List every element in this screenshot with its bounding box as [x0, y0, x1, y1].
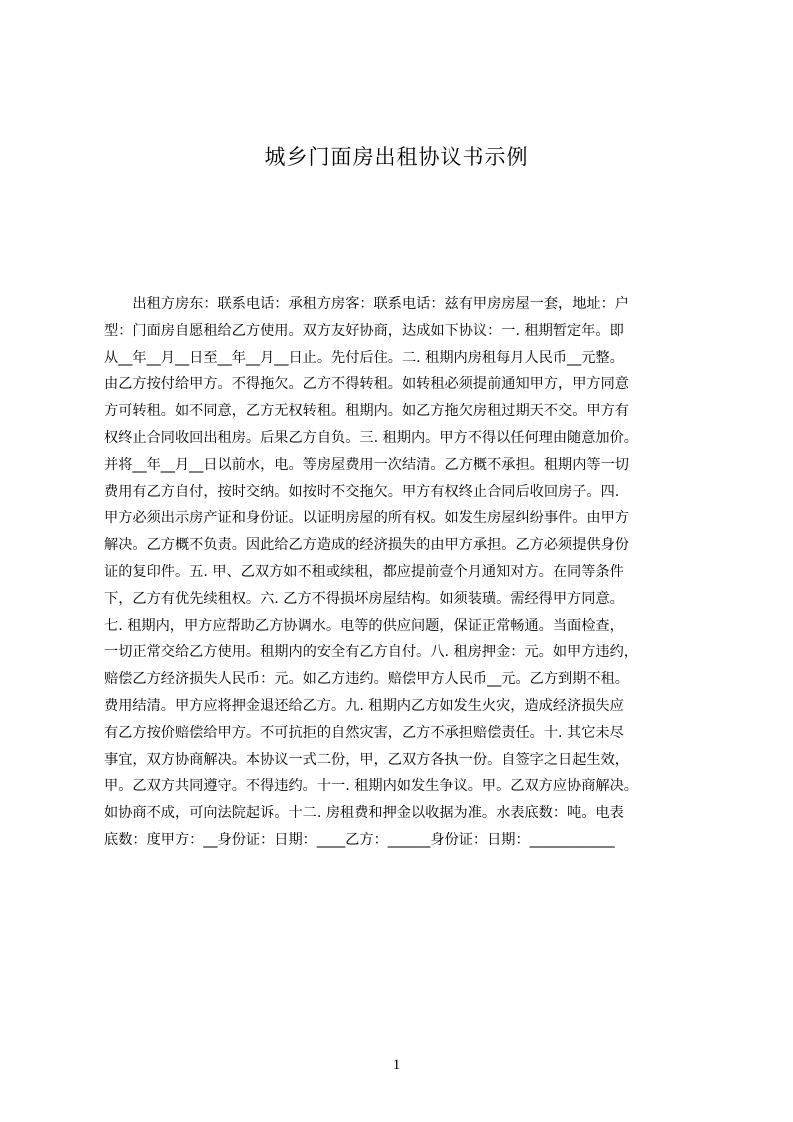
page-number: 1: [392, 1057, 401, 1073]
body-line: 型：门面房自愿租给乙方使用。双方友好协商，达成如下协议：一. 租期暂定年。即: [104, 322, 624, 339]
body-line: 甲。乙双方共同遵守。不得违约。十一. 租期内如发生争议。甲。乙双方应协商解决。: [104, 778, 638, 795]
body-line: 方可转租。如不同意，乙方无权转租。租期内。如乙方拖欠房租过期天不交。甲方有: [104, 403, 629, 420]
body-line: 费用结清。甲方应将押金退还给乙方。九. 租期内乙方如发生火灾，造成经济损失应: [104, 697, 624, 714]
body-line: 解决。乙方概不负责。因此给乙方造成的经济损失的由甲方承担。乙方必须提供身份: [104, 537, 629, 554]
body-line: 下，乙方有优先续租权。六. 乙方不得损坏房屋结构。如须装璜。需经得甲方同意。: [104, 590, 624, 607]
body-line: 如协商不成，可向法院起诉。十二. 房租费和押金以收据为准。水表底数：吨。电表: [104, 805, 624, 822]
body-line: 赔偿乙方经济损失人民币：元。如乙方违约。赔偿甲方人民币__元。乙方到期不租。: [104, 671, 629, 688]
body-line: 由乙方按付给甲方。不得拖欠。乙方不得转租。如转租必须提前通知甲方，甲方同意: [104, 376, 629, 393]
body-line: 出租方房东：联系电话：承租方房客：联系电话：兹有甲房房屋一套，地址：户: [104, 296, 629, 312]
body-line: 并将__年__月__日以前水，电。等房屋费用一次结清。乙方概不承担。租期内等一切: [104, 456, 629, 473]
agreement-body: [104, 291, 704, 854]
body-line: 一切正常交给乙方使用。租期内的安全有乙方自付。八. 租房押金：元。如甲方违约，: [104, 644, 638, 661]
body-line: 从__年__月__日至__年__月__日止。先付后住。二. 租期内房租每月人民币__元整。: [104, 349, 624, 366]
body-line: 费用有乙方自付，按时交纳。如按时不交拖欠。甲方有权终止合同后收回房子。四.: [104, 483, 620, 500]
signature-line: 底数：度甲方：__身份证：日期：____乙方：______身份证：日期：____________: [104, 831, 615, 848]
body-line: 权终止合同收回出租房。后果乙方自负。三. 租期内。甲方不得以任何理由随意加价。: [104, 429, 638, 446]
body-line: 有乙方按价赔偿给甲方。不可抗拒的自然灾害，乙方不承担赔偿责任。十. 其它未尽: [104, 724, 624, 741]
body-line: 事宜，双方协商解决。本协议一式二份，甲，乙双方各执一份。自签字之日起生效，: [104, 751, 629, 768]
body-line: 七. 租期内，甲方应帮助乙方协调水。电等的供应问题，保证正常畅通。当面检查，: [104, 617, 624, 634]
document-title: 城乡门面房出租协议书示例: [264, 145, 529, 169]
body-line: 甲方必须出示房产证和身份证。以证明房屋的所有权。如发生房屋纠纷事件。由甲方: [104, 510, 629, 527]
body-line: 证的复印件。五. 甲、乙双方如不租或续租，都应提前壹个月通知对方。在同等条件: [104, 563, 624, 580]
